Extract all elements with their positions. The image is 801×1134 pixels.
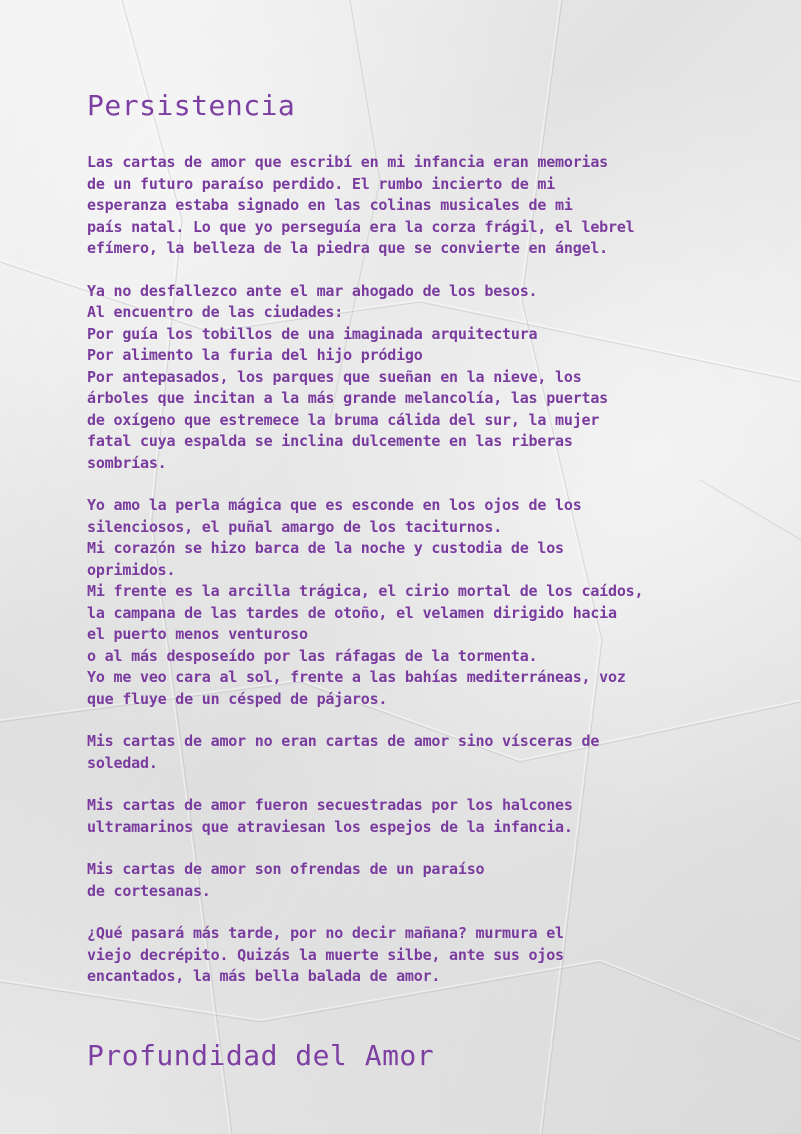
stanza-6: Mis cartas de amor son ofrendas de un paraíso de cortesanas.: [87, 860, 485, 900]
stanza-1: Las cartas de amor que escribí en mi infancia eran memorias de un futuro paraíso perdido. El rumbo incierto de mi esperanza estaba signado en las colinas musicales de mi país natal. Lo que yo perseguía era la corza frágil, el lebrel efímero, la belleza de la piedra que se convierte en ángel.: [87, 153, 635, 257]
poem-title: Persistencia: [87, 89, 296, 122]
stanza-3: Yo amo la perla mágica que es esconde en los ojos de los silenciosos, el puñal amargo de los taciturnos. Mi corazón se hizo barca de la noche y custodia de los oprimidos. Mi frente es la arcilla trágica, el cirio mortal de los caídos, la campana de las tardes de otoño, el velamen dirigido hacia el puerto menos venturoso o al más desposeído por las ráfagas de la tormenta. Yo me veo cara al sol, frente a las bahías mediterráneas, voz que fluye de un césped de pájaros.: [87, 496, 644, 708]
poem-persistencia: [87, 88, 767, 1009]
poem-body: [87, 152, 767, 988]
stanza-4: Mis cartas de amor no eran cartas de amor sino vísceras de soledad.: [87, 732, 600, 772]
poem-title-second: Profundidad del Amor: [87, 1039, 435, 1072]
stanza-2: Ya no desfallezco ante el mar ahogado de los besos. Al encuentro de las ciudades: Por guía los tobillos de una imaginada arquitectura Por alimento la furia del hijo pródigo Por antepasados, los parques que sueñan en la nieve, los árboles que incitan a la más grande melancolía, las puertas de oxígeno que estremece la bruma cálida del sur, la mujer fatal cuya espalda se inclina dulcemente en las riberas sombrías.: [87, 281, 609, 472]
stanza-5: Mis cartas de amor fueron secuestradas por los halcones ultramarinos que atraviesan los espejos de la infancia.: [87, 796, 573, 836]
stanza-7: ¿Qué pasará más tarde, por no decir mañana? murmura el viejo decrépito. Quizás la muerte silbe, ante sus ojos encantados, la más bella balada de amor.: [87, 924, 564, 985]
